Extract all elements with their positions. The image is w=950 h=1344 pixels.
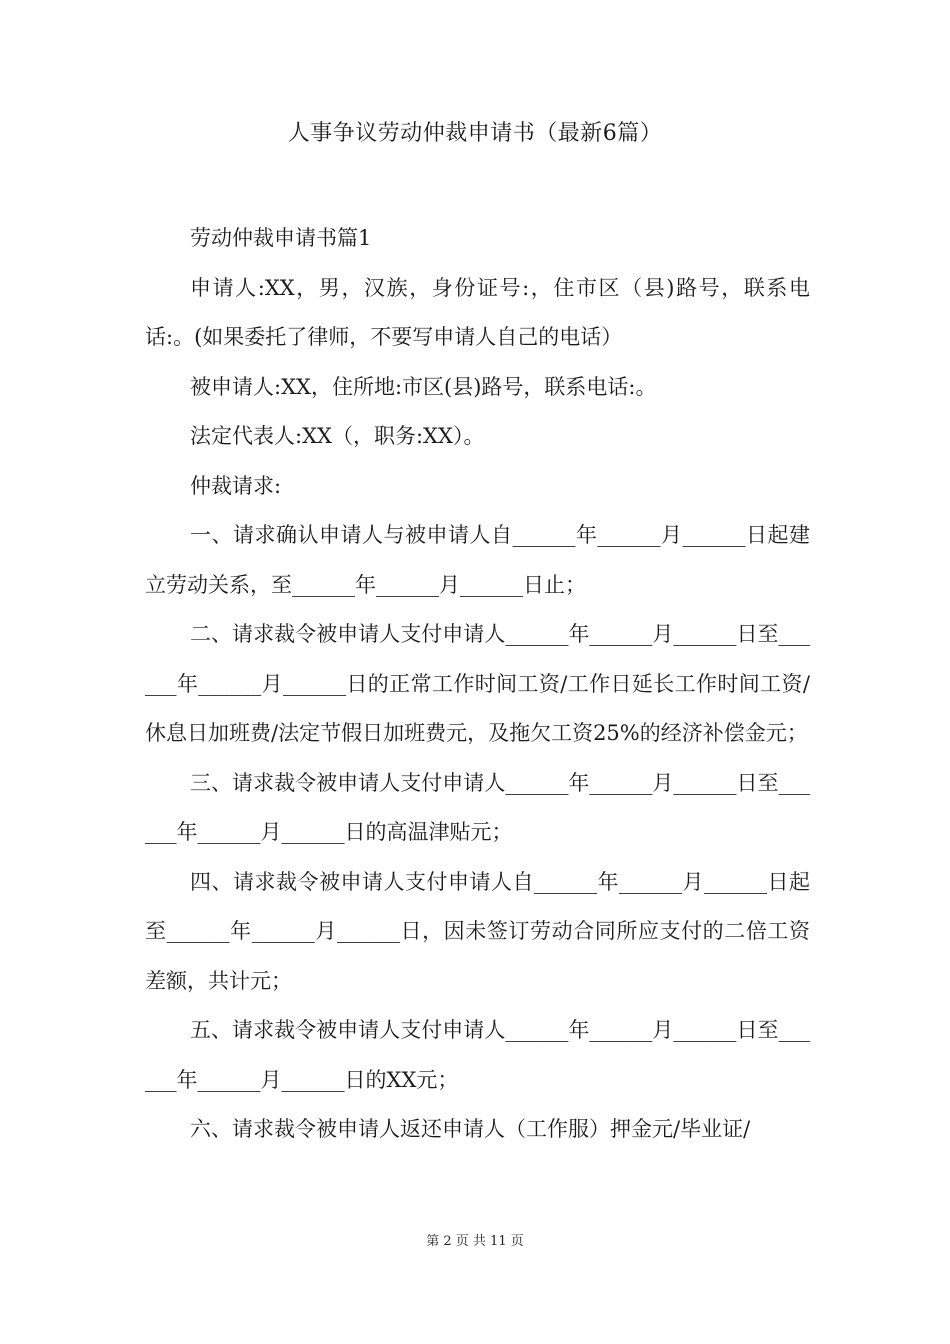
applicant-paragraph: 申请人:XX，男，汉族，身份证号:，住市区（县)路号，联系电话:。(如果委托了律师，不要写申请人自己的电话） [145,275,810,349]
request-item-4: 四、请求裁令被申请人支付申请人自______年______月______日起至______年______月______日，因未签订劳动合同所应支付的二倍工资差额，共计元； [145,869,810,993]
request-item-2: 二、请求裁令被申请人支付申请人______年______月______日至______年______月______日的正常工作时间工资/工作日延长工作时间工资/休息日加班费/法定节假日加班费元，及拖欠工资25%的经济补偿金元； [145,622,810,745]
request-item-6: 六、请求裁令被申请人返还申请人（工作服）押金元/毕业证/ [190,1117,751,1141]
request-item-3: 三、请求裁令被申请人支付申请人______年______月______日至______年______月______日的高温津贴元； [145,770,810,844]
page-number-footer: 第 2 页 共 11 页 [426,1234,524,1249]
respondent-paragraph: 被申请人:XX，住所地:市区(县)路号，联系电话:。 [190,374,657,399]
legal-representative-paragraph: 法定代表人:XX（，职务:XX）。 [190,424,485,448]
document-body [145,214,810,1155]
document-title: 人事争议劳动仲裁申请书（最新6篇） [287,121,663,146]
request-item-1: 一、请求确认申请人与被申请人自______年______月______日起建立劳动关系，至______年______月______日止； [145,523,810,597]
arbitration-request-heading: 仲裁请求: [190,473,282,498]
section-heading: 劳动仲裁申请书篇1 [190,226,372,250]
request-item-5: 五、请求裁令被申请人支付申请人______年______月______日至______年______月______日的XX元； [145,1018,810,1092]
